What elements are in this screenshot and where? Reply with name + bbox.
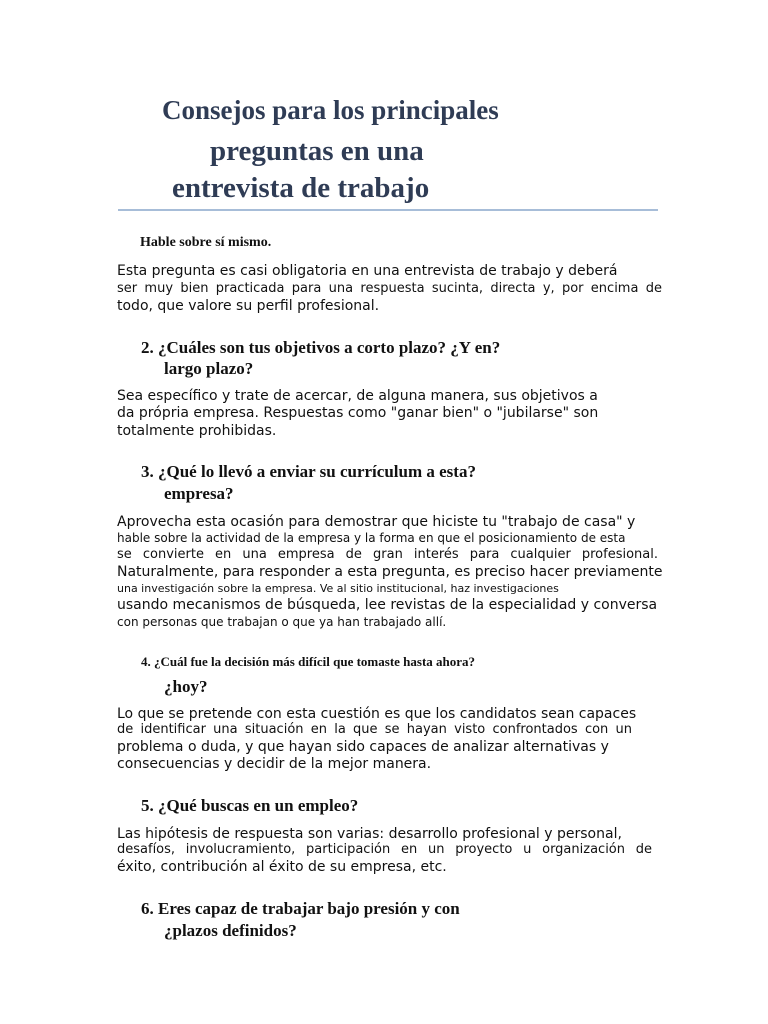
document-title-line-1: Consejos para los principales [162,95,499,125]
section-2-body-line: totalmente prohibidas. [117,423,277,439]
section-4-heading: 4. ¿Cuál fue la decisión más difícil que tomaste hasta ahora? [141,654,476,669]
section-1-heading: Hable sobre sí mismo. [140,235,272,250]
section-5-body-line: desafíos, involucramiento, participación en un proyecto u organización de [117,842,652,857]
document-title-line-2: preguntas en una [210,135,424,167]
section-4-body-line: Lo que se pretende con esta cuestión es que los candidatos sean capaces [117,706,637,722]
section-3-body-line: una investigación sobre la empresa. Ve al sitio institucional, haz investigaciones [117,582,559,595]
section-4-body-line: problema o duda, y que hayan sido capaces de analizar alternativas y [117,739,609,755]
section-4-body-line: de identificar una situación en la que se hayan visto confrontados con un [117,722,632,737]
section-1-body-line: todo, que valore su perfil profesional. [117,298,380,314]
section-3-heading: empresa? [164,484,234,503]
section-4-heading: ¿hoy? [164,677,208,696]
section-5-heading: 5. ¿Qué buscas en un empleo? [141,796,359,815]
section-2-heading: largo plazo? [164,359,254,378]
section-3-heading: 3. ¿Qué lo llevó a enviar su currículum a esta? [141,462,476,481]
section-5-body-line: Las hipótesis de respuesta son varias: desarrollo profesional y personal, [117,826,622,842]
section-3-body-line: Aprovecha esta ocasión para demostrar que hiciste tu "trabajo de casa" y [117,514,636,530]
section-3-body-line: con personas que trabajan o que ya han trabajado allí. [117,615,447,629]
title-divider [118,209,658,211]
document-title-line-3: entrevista de trabajo [172,172,430,204]
section-3-body-line: se convierte en una empresa de gran interés para cualquier profesional. [117,547,658,562]
section-6-heading: 6. Eres capaz de trabajar bajo presión y con [141,899,460,918]
section-1-body-line: ser muy bien practicada para una respuesta sucinta, directa y, por encima de [117,281,662,296]
section-3-body-line: Naturalmente, para responder a esta pregunta, es preciso hacer previamente [117,564,663,580]
section-1-body-line: Esta pregunta es casi obligatoria en una entrevista de trabajo y deberá [117,263,618,279]
section-6-heading: ¿plazos definidos? [164,921,297,940]
section-4-body-line: consecuencias y decidir de la mejor manera. [117,756,432,772]
section-3-body-line: hable sobre la actividad de la empresa y la forma en que el posicionamiento de esta [117,531,626,545]
section-3-body-line: usando mecanismos de búsqueda, lee revistas de la especialidad y conversa [117,597,658,613]
section-2-body-line: da própria empresa. Respuestas como "ganar bien" o "jubilarse" son [117,405,599,421]
section-5-body-line: éxito, contribución al éxito de su empresa, etc. [117,859,447,875]
section-2-body-line: Sea específico y trate de acercar, de alguna manera, sus objetivos a [117,388,598,404]
section-2-heading: 2. ¿Cuáles son tus objetivos a corto plazo? ¿Y en? [141,338,501,357]
